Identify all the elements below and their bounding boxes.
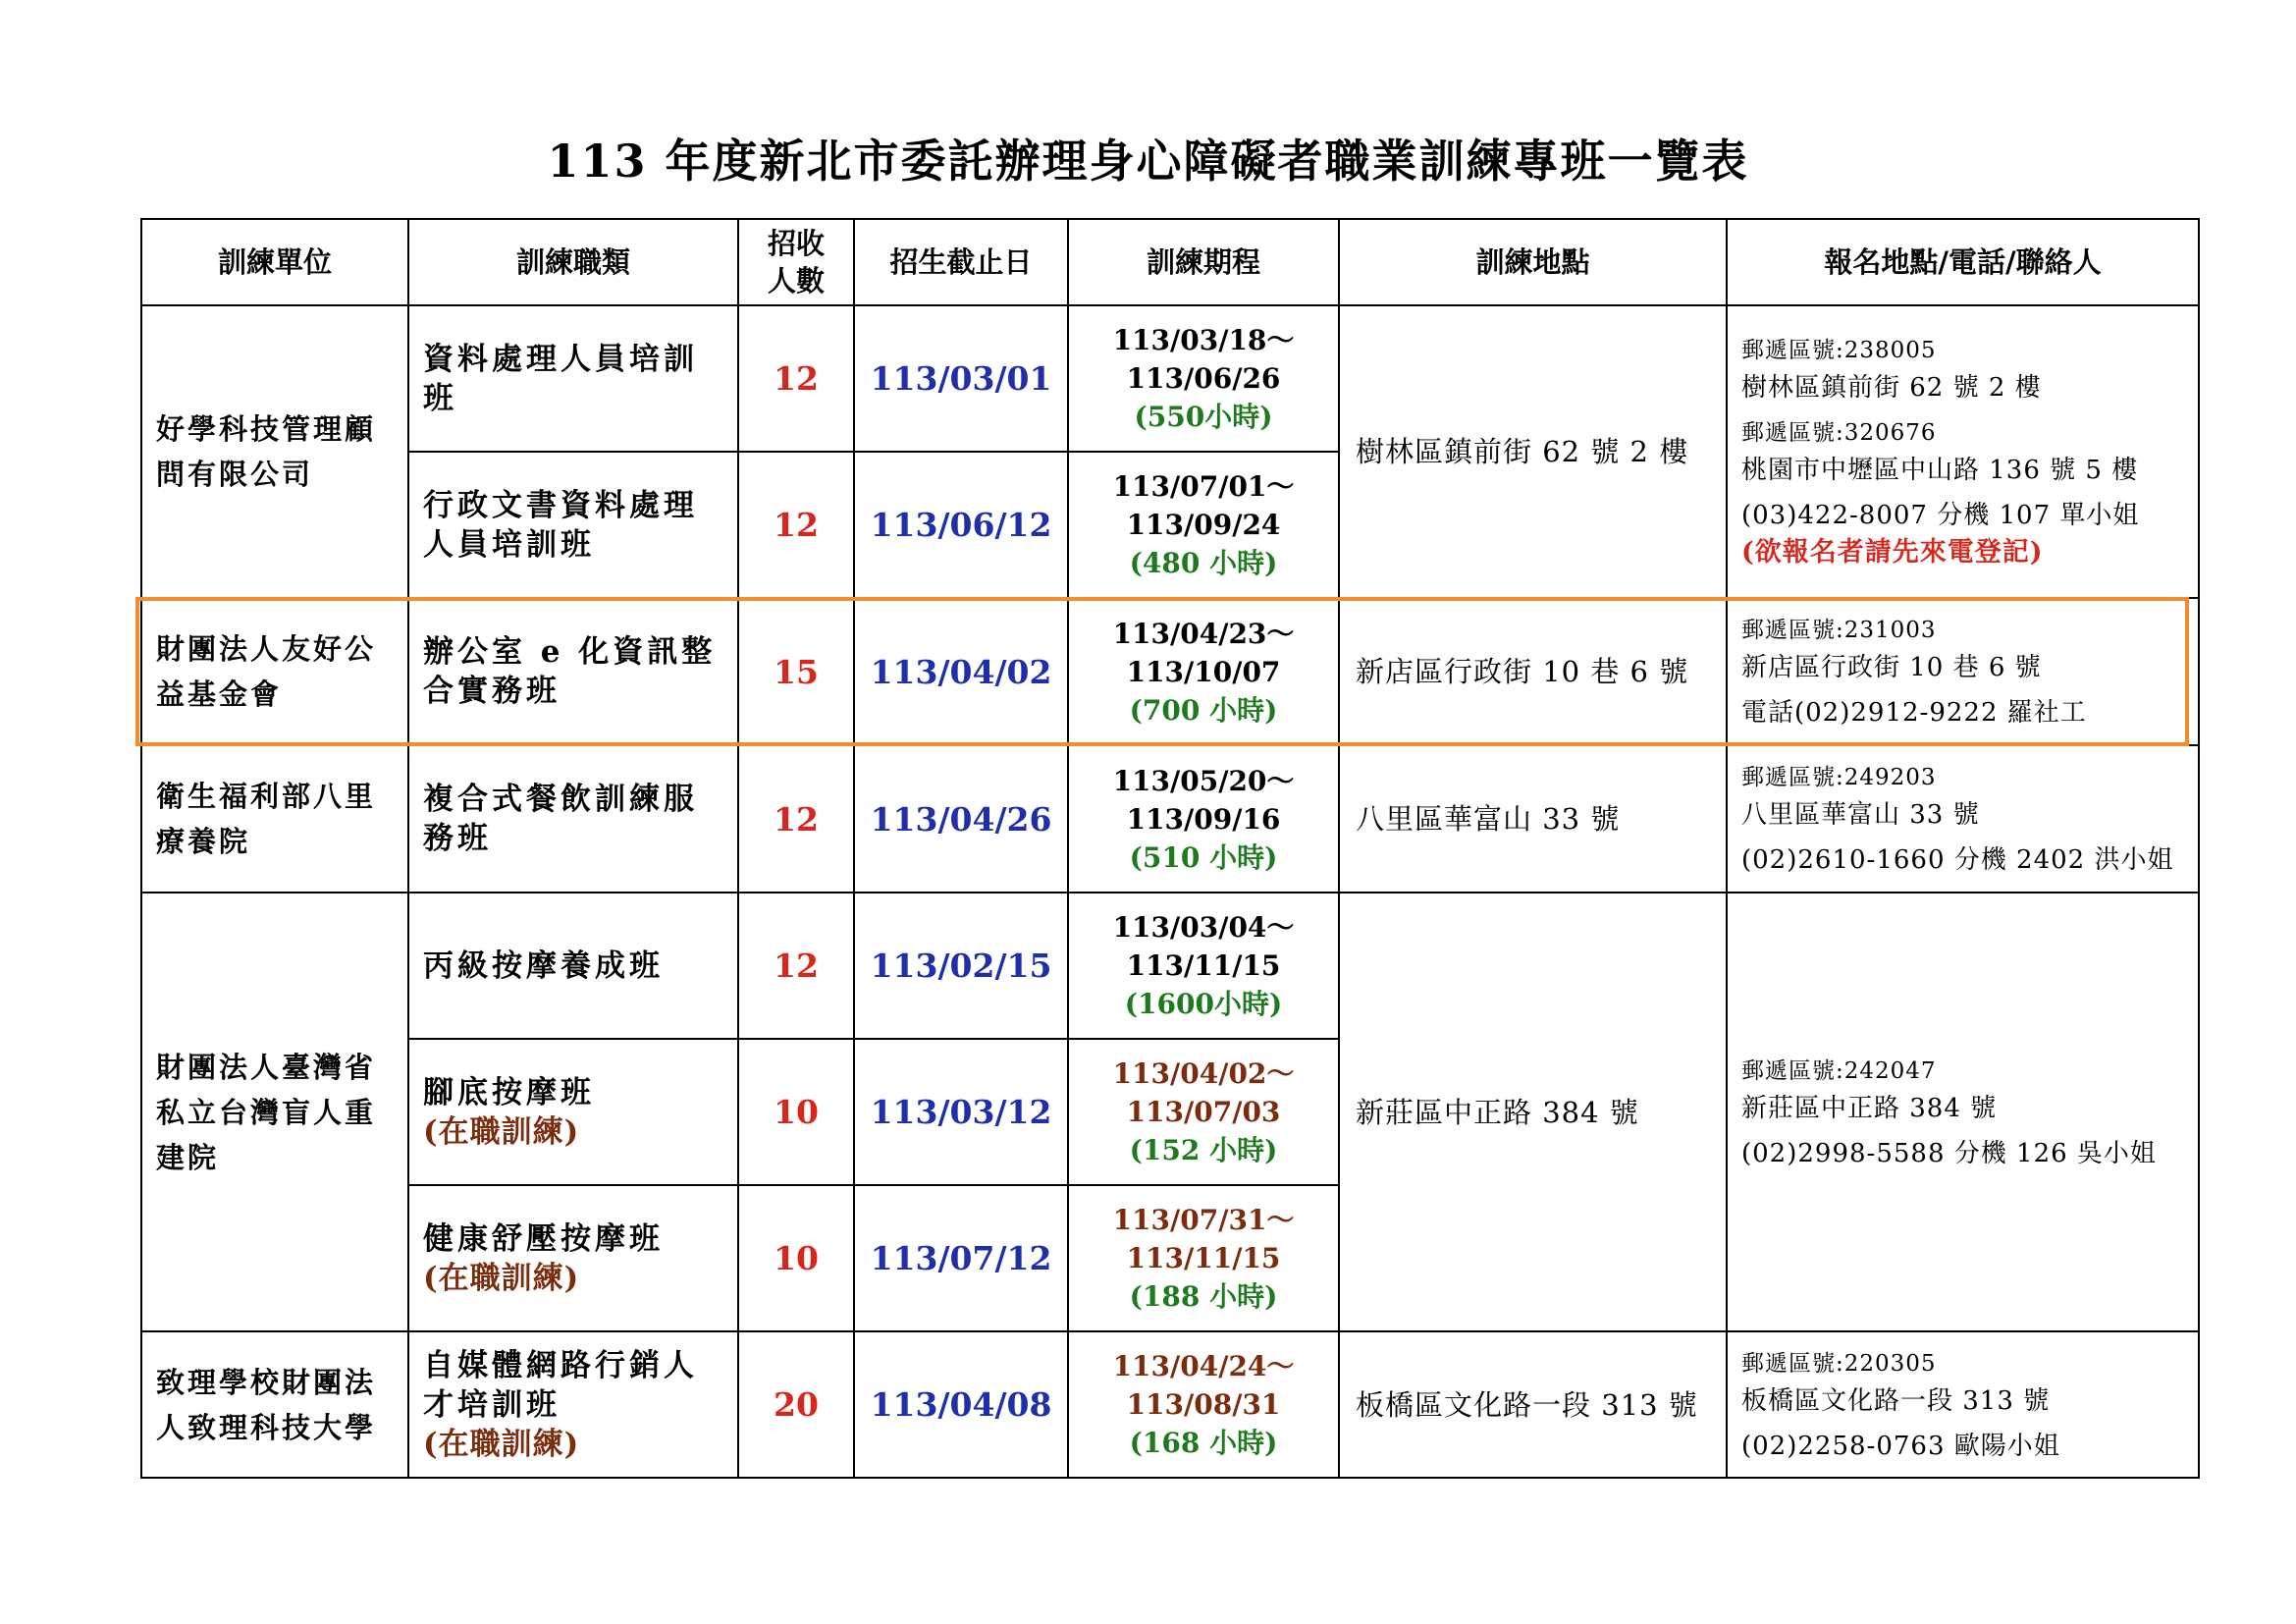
header-period: 訓練期程: [1068, 219, 1339, 305]
table-row: [141, 745, 2199, 893]
period-hours: (700 小時): [1129, 693, 1278, 727]
deadline-cell: 113/07/12: [854, 1185, 1068, 1331]
course-cell: 行政文書資料處理人員培訓班: [408, 452, 738, 598]
period-start: 113/04/24～: [1112, 1350, 1295, 1382]
period-start: 113/04/02～: [1112, 1057, 1295, 1090]
training-table: [140, 218, 2200, 1479]
contact-zip: 郵遞區號:249203: [1741, 765, 1937, 790]
location-cell: 八里區華富山 33 號: [1339, 745, 1727, 893]
deadline-cell: 113/03/01: [854, 305, 1068, 452]
contact-zip: 郵遞區號:220305: [1741, 1350, 1937, 1377]
period-start: 113/07/31～: [1112, 1204, 1295, 1236]
location-cell: 新店區行政街 10 巷 6 號: [1339, 598, 1727, 745]
header-location: 訓練地點: [1339, 219, 1727, 305]
contact-cell: [1727, 305, 2199, 598]
contact-phone: 電話(02)2912-9222 羅社工: [1741, 698, 2087, 728]
period-hours: (550小時): [1134, 401, 1273, 433]
header-quota: 招收 人數: [738, 219, 854, 305]
contact-zip: 郵遞區號:231003: [1741, 618, 1937, 643]
quota-cell: 10: [738, 1185, 854, 1331]
contact-address: 新店區行政街 10 巷 6 號: [1741, 653, 2042, 682]
quota-cell: 12: [738, 893, 854, 1039]
period-end: 113/10/07: [1126, 655, 1281, 688]
period-cell: [1068, 893, 1339, 1039]
header-unit: 訓練單位: [141, 219, 408, 305]
course-cell: 資料處理人員培訓班: [408, 305, 738, 452]
period-cell: [1068, 1039, 1339, 1185]
contact-cell: [1727, 1331, 2199, 1478]
period-cell: [1068, 305, 1339, 452]
course-cell: 辦公室 e 化資訊整合實務班: [408, 598, 738, 745]
period-end: 113/11/15: [1126, 949, 1281, 982]
period-hours: (1600小時): [1124, 988, 1283, 1020]
header-deadline: 招生截止日: [854, 219, 1068, 305]
period-end: 113/08/31: [1126, 1388, 1281, 1421]
course-cell: [408, 1185, 738, 1331]
contact-phone: (02)2258-0763 歐陽小姐: [1741, 1431, 2060, 1461]
quota-cell: 12: [738, 745, 854, 893]
course-cell: [408, 1039, 738, 1185]
table-row: [141, 1331, 2199, 1478]
period-end: 113/09/24: [1126, 509, 1281, 541]
in-service-note: (在職訓練): [423, 1426, 580, 1462]
period-start: 113/03/18～: [1112, 324, 1295, 356]
contact-phone: (02)2610-1660 分機 2402 洪小姐: [1741, 845, 2174, 875]
contact-address: 桃園市中壢區中山路 136 號 5 樓: [1741, 456, 2139, 485]
period-hours: (510 小時): [1129, 840, 1278, 874]
page-title: 113 年度新北市委託辦理身心障礙者職業訓練專班一覽表: [547, 135, 1749, 188]
in-service-note: (在職訓練): [423, 1113, 580, 1150]
deadline-cell: 113/04/26: [854, 745, 1068, 893]
contact-address: 八里區華富山 33 號: [1741, 800, 1980, 830]
deadline-cell: 113/06/12: [854, 452, 1068, 598]
unit-cell: 好學科技管理顧問有限公司: [141, 305, 408, 598]
location-cell: 新莊區中正路 384 號: [1339, 893, 1727, 1331]
course-cell: 丙級按摩養成班: [408, 893, 738, 1039]
quota-cell: 12: [738, 452, 854, 598]
contact-address: 新莊區中正路 384 號: [1741, 1093, 1998, 1123]
period-hours: (480 小時): [1129, 547, 1278, 579]
course-name: 健康舒壓按摩班: [423, 1220, 664, 1257]
quota-cell: 10: [738, 1039, 854, 1185]
table-row: [141, 893, 2199, 1039]
quota-cell: 15: [738, 598, 854, 745]
location-cell: 板橋區文化路一段 313 號: [1339, 1331, 1727, 1478]
contact-address: 樹林區鎮前街 62 號 2 樓: [1741, 373, 2042, 403]
period-end: 113/06/26: [1126, 362, 1281, 395]
contact-zip: 郵遞區號:320676: [1741, 420, 1937, 446]
period-cell: [1068, 452, 1339, 598]
contact-cell: [1727, 893, 2199, 1331]
contact-warning: (欲報名者請先來電登記): [1741, 537, 2044, 568]
header-row: [141, 219, 2199, 305]
period-cell: [1068, 745, 1339, 893]
quota-cell: 20: [738, 1331, 854, 1478]
course-cell: [408, 1331, 738, 1478]
unit-cell: 財團法人臺灣省私立台灣盲人重建院: [141, 893, 408, 1331]
deadline-cell: 113/02/15: [854, 893, 1068, 1039]
contact-address: 板橋區文化路一段 313 號: [1741, 1385, 2051, 1416]
period-cell: [1068, 1185, 1339, 1331]
course-name: 自媒體網路行銷人才培訓班: [423, 1347, 698, 1423]
period-end: 113/07/03: [1126, 1096, 1281, 1128]
period-cell: [1068, 598, 1339, 745]
table-row: [141, 598, 2199, 745]
period-hours: (168 小時): [1129, 1427, 1278, 1459]
period-hours: (152 小時): [1129, 1134, 1278, 1166]
contact-zip: 郵遞區號:238005: [1741, 338, 1937, 363]
unit-cell: 財團法人友好公益基金會: [141, 598, 408, 745]
contact-cell: [1727, 745, 2199, 893]
period-start: 113/05/20～: [1112, 764, 1295, 797]
period-start: 113/03/04～: [1112, 911, 1295, 944]
period-end: 113/09/16: [1126, 802, 1281, 836]
period-hours: (188 小時): [1129, 1280, 1278, 1313]
contact-phone: (02)2998-5588 分機 126 吳小姐: [1741, 1138, 2157, 1168]
deadline-cell: 113/04/08: [854, 1331, 1068, 1478]
deadline-cell: 113/04/02: [854, 598, 1068, 745]
quota-cell: 12: [738, 305, 854, 452]
location-cell: 樹林區鎮前街 62 號 2 樓: [1339, 305, 1727, 598]
header-course: 訓練職類: [408, 219, 738, 305]
unit-cell: 致理學校財團法人致理科技大學: [141, 1331, 408, 1478]
period-start: 113/07/01～: [1112, 470, 1295, 503]
contact-phone: (03)422-8007 分機 107 單小姐: [1741, 501, 2140, 530]
course-name: 腳底按摩班: [423, 1074, 595, 1110]
header-contact: 報名地點/電話/聯絡人: [1727, 219, 2199, 305]
period-cell: [1068, 1331, 1339, 1478]
period-end: 113/11/15: [1126, 1242, 1281, 1274]
in-service-note: (在職訓練): [423, 1260, 580, 1296]
contact-zip: 郵遞區號:242047: [1741, 1057, 1937, 1084]
period-start: 113/04/23～: [1112, 617, 1295, 650]
table-row: [141, 305, 2199, 452]
deadline-cell: 113/03/12: [854, 1039, 1068, 1185]
contact-cell: [1727, 598, 2199, 745]
course-cell: 複合式餐飲訓練服務班: [408, 745, 738, 893]
unit-cell: 衛生福利部八里療養院: [141, 745, 408, 893]
